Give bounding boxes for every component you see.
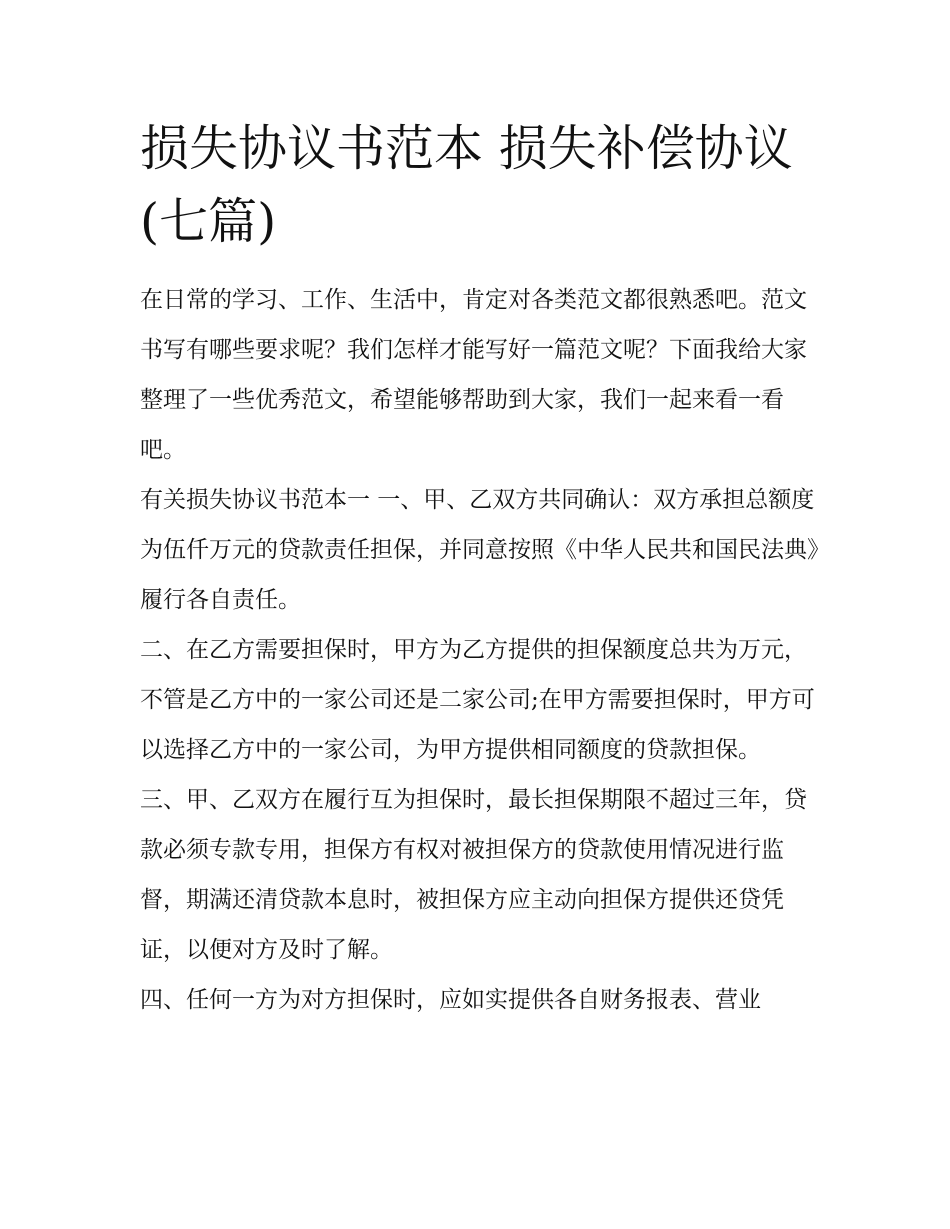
paragraph-intro: 在日常的学习、工作、生活中，肯定对各类范文都很熟悉吧。范文书写有哪些要求呢？我们怎样才能写好一篇范文呢？下面我给大家整理了一些优秀范文，希望能够帮助到大家，我们一起来看一看吧。 — [140, 287, 807, 463]
paragraph-clause-2: 二、在乙方需要担保时，甲方为乙方提供的担保额度总共为万元，不管是乙方中的一家公司还是二家公司;在甲方需要担保时，甲方可以选择乙方中的一家公司，为甲方提供相同额度的贷款担保。 — [140, 637, 815, 763]
paragraph-clause-3: 三、甲、乙双方在履行互为担保时，最长担保期限不超过三年，贷款必须专款专用，担保方有权对被担保方的贷款使用情况进行监督，期满还清贷款本息时，被担保方应主动向担保方提供还贷凭证，以便对方及时了解。 — [140, 787, 807, 963]
paragraph-clause-1: 有关损失协议书范本一 一、甲、乙双方共同确认：双方承担总额度为伍仟万元的贷款责任担保，并同意按照《中华人民共和国民法典》履行各自责任。 — [140, 487, 819, 613]
document-title: 损失协议书范本 损失补偿协议(七篇) — [140, 120, 793, 250]
paragraph-clause-4: 四、任何一方为对方担保时，应如实提供各自财务报表、营业 — [140, 987, 761, 1013]
document-body — [140, 275, 820, 1025]
